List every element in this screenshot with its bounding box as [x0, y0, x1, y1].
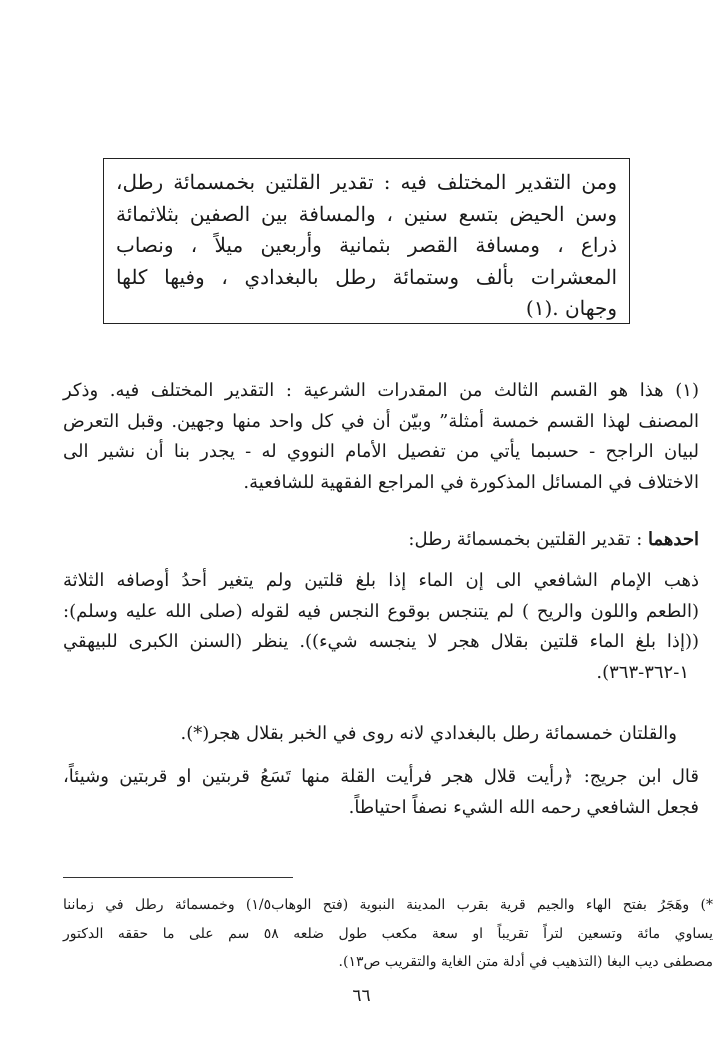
footnote-line: مصطفى ديب البغا (التذهيب في أدلة متن الغاية والتقريب ص١٣). — [338, 954, 713, 970]
matn-line: ومن التقدير المختلف فيه : تقدير القلتين بخمسمائة رطل، — [116, 170, 617, 194]
paragraph-line: ((إذا بلغ الماء قلتين بقلال هجر لا ينجسه شيء)). ينظر (السنن الكبرى للبيهقي — [63, 631, 699, 652]
paragraph-line: قال ابن جريج: ﴿رأيت قلال هجر فرأيت القلة منها تَسَعُ قربتين او قربتين وشيئاً، — [63, 766, 699, 787]
paragraph-line: والقلتان خمسمائة رطل بالبغدادي لانه روى في الخبر بقلال هجر(*). — [180, 723, 677, 744]
page-number: ٦٦ — [352, 986, 371, 1006]
matn-text-box — [103, 158, 630, 324]
paragraph-line: فجعل الشافعي رحمه الله الشيء نصفاً احتياطاً. — [348, 796, 699, 818]
paragraph-line: ١-٣٦٢-٣٦٣). — [596, 661, 689, 683]
matn-line: وجهان .(١) — [525, 296, 617, 320]
commentary-note-1 — [63, 376, 699, 498]
first-heading-text: : تقدير القلتين بخمسمائة رطل: — [408, 529, 649, 550]
footnote-separator — [63, 877, 293, 878]
commentary-line: المصنف لهذا القسم خمسة أمثلة” وبيّن أن في كل واحد منها وجهين. وقبل التعرض — [63, 410, 699, 432]
matn-line: المعشرات بألف وستمائة رطل بالبغدادي ، وفيها كلها — [116, 264, 617, 289]
first-heading-label: احدهما — [648, 529, 699, 550]
footnote-line: يساوي مائة وتسعين لتراً تقريباً او سعة مكعب طول ضلعه ٥٨ سم على ما حققه الدكتور — [63, 925, 713, 942]
footnote-line: *) وهَجَرُ بفتح الهاء والجيم قرية بقرب المدينة النبوية (فتح الوهاب١/٥) وخمسمائة رطل في زماننا — [63, 897, 714, 913]
shafii-paragraph — [63, 566, 699, 688]
ibn-jurayj-paragraph — [63, 762, 699, 823]
first-heading — [63, 525, 699, 556]
matn-line: وسن الحيض بتسع سنين ، والمسافة بين الصفين بثلاثمائة — [116, 201, 617, 226]
commentary-line: (١) هذا هو القسم الثالث من المقدرات الشرعية : التقدير المختلف فيه. وذكر — [63, 380, 699, 401]
paragraph-line: ذهب الإمام الشافعي الى إن الماء إذا بلغ قلتين ولم يتغير أحدُ أوصافه الثلاثة — [63, 570, 699, 591]
qullatan-paragraph — [63, 719, 677, 750]
matn-line: ذراع ، ومسافة القصر بثمانية وأربعين ميلاً ، ونصاب — [116, 233, 617, 257]
commentary-line: الاختلاف في المسائل المذكورة في المراجع الفقهية للشافعية. — [243, 471, 699, 493]
first-heading-line — [63, 525, 699, 556]
commentary-line: لبيان الراجح - حسبما يأتي من تفصيل الأمام النووي له - يجدر بنا أن نشير الى — [63, 441, 699, 462]
paragraph-line: (الطعم واللون والريح ) لم يتنجس بوقوع النجس فيه لقوله (صلى الله عليه وسلم): — [63, 600, 699, 622]
footnote — [63, 891, 713, 977]
